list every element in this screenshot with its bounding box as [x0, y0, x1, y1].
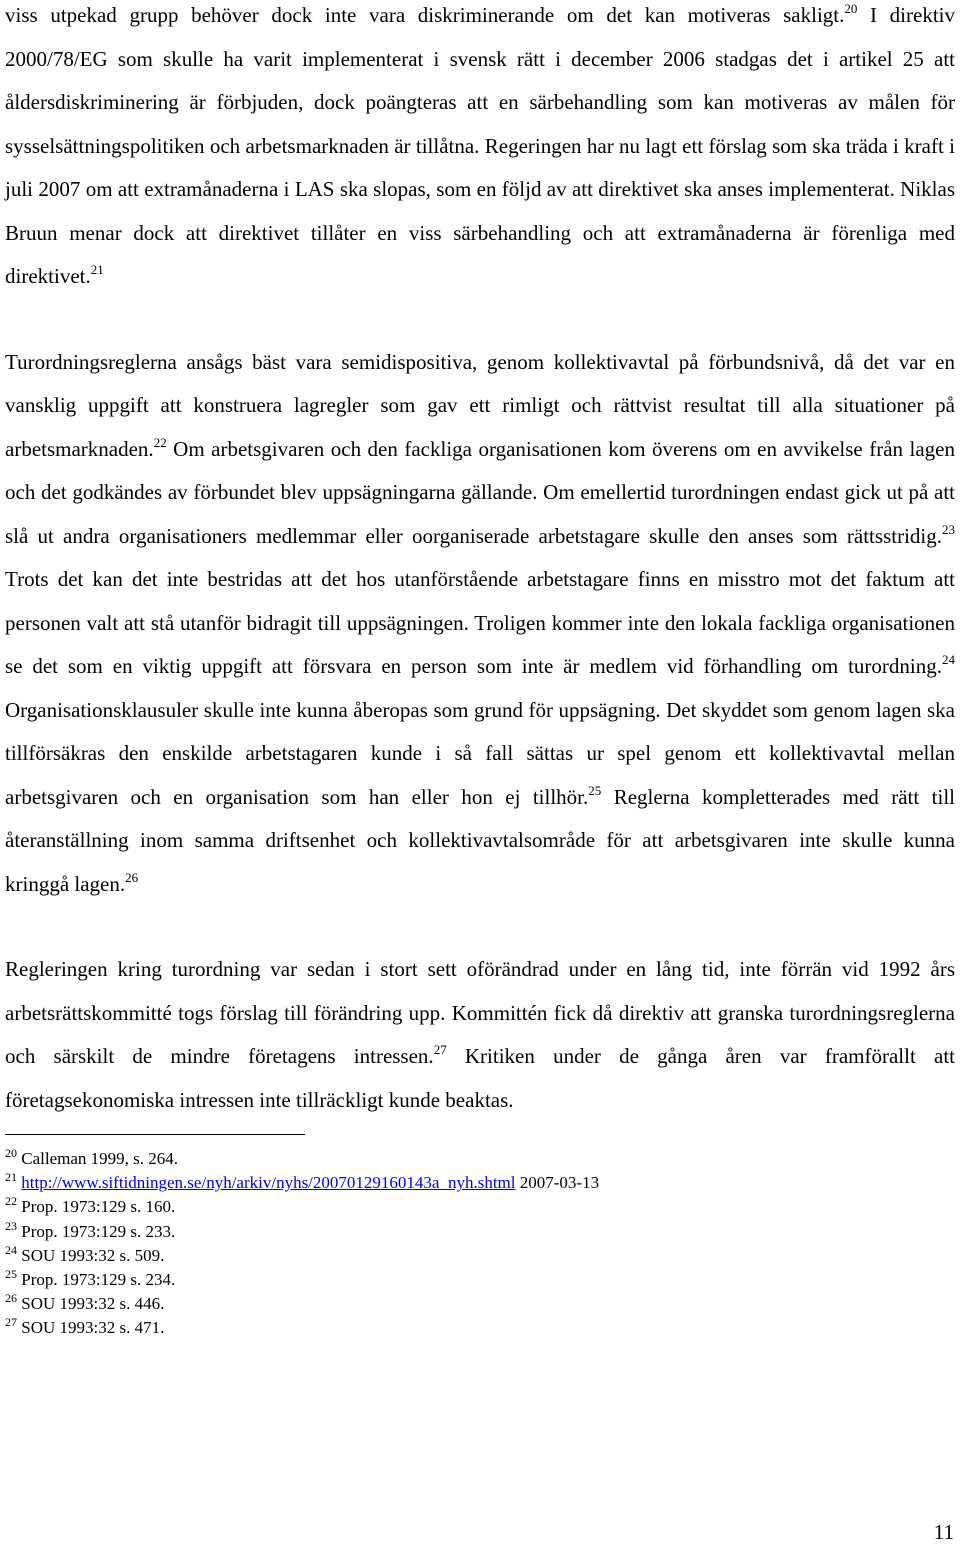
footnote-ref: 22	[153, 434, 167, 450]
paragraph-text: Turordningsreglerna ansågs bäst vara semidispositiva, genom kollektivavtal på förbundsnivå, då det var en vansklig uppgift att konstruera lagregler som gav ett rimligt och rättvist resultat till alla situationer på arbetsmarknaden.	[5, 349, 955, 461]
footnote-ref: 24	[942, 652, 955, 667]
footnote-link[interactable]: http://www.siftidningen.se/nyh/arkiv/nyhs/20070129160143a_nyh.shtml	[21, 1173, 516, 1193]
footnote-number: 20	[5, 1146, 17, 1160]
footnote-number: 26	[5, 1291, 17, 1306]
document-page	[5, 0, 955, 1341]
paragraph-text: Reglerna kompletterades med rätt till återanställning inom samma driftsenhet och kollektivavtalsområde för att arbetsgivaren inte skulle kunna kringgå lagen.	[5, 784, 955, 896]
footnote	[5, 1292, 955, 1316]
footnote-ref: 21	[90, 262, 104, 277]
footnote-text: SOU 1993:32 s. 446.	[21, 1294, 165, 1314]
page-number: 11	[933, 1520, 954, 1544]
body-paragraph	[5, 948, 955, 1122]
footnote-ref: 26	[125, 869, 139, 885]
paragraph-text: Kritiken under de gånga åren var framförallt att företagsekonomiska intressen inte tillräckligt kunde beaktas.	[5, 1044, 956, 1112]
paragraph-text: Organisationsklausuler skulle inte kunna åberopas som grund för uppsägning. Det skyddet som genom lagen ska tillförsäkras den enskilde arbetstagaren kunde i så fall sättas ur spel genom ett kollektivavtal mellan arbetsgivaren och en organisation som han eller hon ej tillhör.	[5, 697, 955, 809]
footnote-text: Calleman 1999, s. 264.	[21, 1149, 179, 1168]
footnote-number: 23	[5, 1218, 17, 1233]
footnote-number: 24	[5, 1242, 17, 1257]
footnote-text: Prop. 1973:129 s. 160.	[21, 1197, 176, 1217]
footnote-separator	[5, 1134, 305, 1135]
footnote-number: 21	[5, 1170, 17, 1185]
footnote-text: Prop. 1973:129 s. 233.	[21, 1221, 176, 1241]
footnote-ref: 25	[588, 782, 602, 798]
footnote	[5, 1147, 955, 1171]
footnote	[5, 1268, 955, 1292]
footnotes	[5, 1147, 955, 1341]
body-paragraph	[5, 0, 955, 299]
body-paragraph	[5, 341, 955, 907]
paragraph-text: Om arbetsgivaren och den fackliga organisationen kom överens om en avvikelse från lagen och det godkändes av förbundet blev uppsägningarna gällande. Om emellertid turordningen endast gick ut på att slå ut andra organisationers medlemmar eller oorganiserade arbetstagare skulle den anses som rättsstridig.	[5, 436, 955, 548]
footnote-ref: 20	[844, 1, 858, 16]
footnote-number: 25	[5, 1267, 17, 1282]
footnote-text: 2007-03-13	[515, 1173, 600, 1193]
paragraph-text: Regleringen kring turordning var sedan i stort sett oförändrad under en lång tid, inte förrän vid 1992 års arbetsrättskommitté togs förslag till förändring upp. Kommittén fick då direktiv att granska turordningsreglerna och särskilt de mindre företagens intressen.	[5, 957, 955, 1068]
footnote	[5, 1316, 955, 1340]
footnote-number: 22	[5, 1194, 17, 1209]
footnote-ref: 27	[433, 1042, 447, 1057]
footnote-text: SOU 1993:32 s. 471.	[21, 1318, 165, 1338]
paragraph-text: Trots det kan det inte bestridas att det hos utanförstående arbetstagare finns en misstro mot det faktum att personen valt att stå utanför bidragit till uppsägningen. Troligen kommer inte den lokala fackliga organisationen se det som en viktig uppgift att försvara en person som inte är medlem vid förhandling om turordning.	[5, 567, 955, 678]
paragraph-text: I direktiv 2000/78/EG som skulle ha varit implementerat i svensk rätt i december 2006 stadgas det i artikel 25 att åldersdiskriminering är förbjuden, dock poängteras att en särbehandling som kan motiveras av målen för sysselsättningspolitiken och arbetsmarknaden är tillåtna. Regeringen har nu lagt ett förslag som ska träda i kraft i juli 2007 om att extramånaderna i LAS ska slopas, som en följd av att direktivet ska anses implementerat. Niklas Bruun menar dock att direktivet tillåter en viss särbehandling och att extramånaderna är förenliga med direktivet.	[5, 3, 956, 288]
paragraph-text: viss utpekad grupp behöver dock inte vara diskriminerande om det kan motiveras sakligt.	[5, 3, 845, 27]
footnote	[5, 1195, 955, 1219]
footnote-text: Prop. 1973:129 s. 234.	[21, 1270, 176, 1290]
footnote-ref: 23	[942, 521, 955, 537]
footnote	[5, 1244, 955, 1268]
footnote-text: SOU 1993:32 s. 509.	[21, 1245, 165, 1265]
footnote	[5, 1171, 955, 1195]
footnote	[5, 1220, 955, 1244]
footnote-number: 27	[5, 1315, 17, 1330]
